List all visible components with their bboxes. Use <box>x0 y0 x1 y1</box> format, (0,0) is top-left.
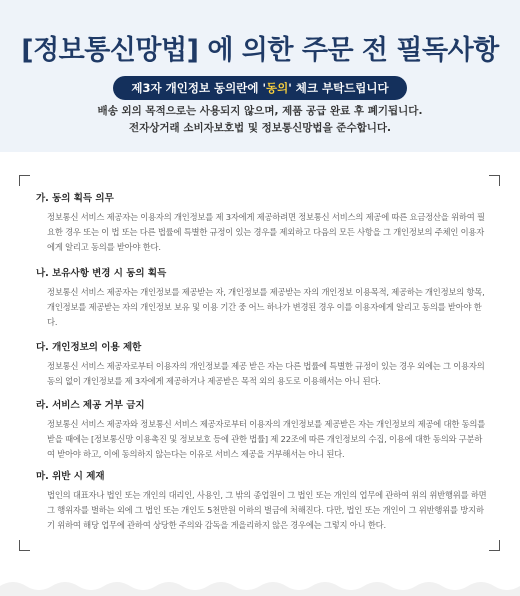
consent-notice-pill <box>113 76 406 100</box>
corner-bracket-bottom-left <box>19 540 30 551</box>
consent-notice-wrap <box>0 76 520 100</box>
section-body: 법인의 대표자나 법인 또는 개인의 대리인, 사용인, 그 밖의 종업원이 그 법인 또는 개인의 업무에 관하여 위의 위반행위를 하면 그 행위자를 벌하는 외에 그 법인 또는 개인도 5천만원 이하의 벌금에 처해진다. 다만, 법인 또는 개인이 그 위반행위를 방지하기 위하여 해당 업무에 관하여 상당한 주의와 감독을 게을리하지 않은 경우에는 그렇지 아니 한다. <box>47 490 487 530</box>
corner-bracket-top-left <box>19 175 30 186</box>
page-title: [정보통신망법] 에 의한 주문 전 필독사항 <box>21 35 499 66</box>
section-title: 마. 위반 시 제재 <box>36 471 105 482</box>
subtitle-line-1: 배송 외의 목적으로는 사용되지 않으며, 제품 공급 완료 후 폐기됩니다. <box>97 105 423 117</box>
section-sanctions <box>36 468 488 533</box>
section-body: 정보통신 서비스 제공자는 이용자의 개인정보를 제 3자에게 제공하려면 정보통신 서비스의 제공에 따른 요금정산을 위하여 필요한 경우 또는 이 법 또는 다른 법률에 특별한 규정이 있는 경우를 제외하고 다음의 모든 사항을 그 개인정보의 주체인 이용자에게 알리고 동의를 받아야 한다. <box>47 212 485 252</box>
bottom-wave-divider <box>0 574 520 596</box>
section-title: 다. 개인정보의 이용 제한 <box>36 342 142 353</box>
pill-suffix: ' 체크 부탁드립니다 <box>288 81 389 95</box>
section-body: 정보통신 서비스 제공자는 개인정보를 제공받는 자, 개인정보를 제공받는 자의 개인정보 이용목적, 제공하는 개인정보의 항목, 개인정보를 제공받는 자의 개인정보 보유 및 이용 기간 중 어느 하나가 변경된 경우 이를 이용자에게 알리고 동의를 받아야 한다. <box>47 287 485 327</box>
subtitle-line-2: 전자상거래 소비자보호법 및 정보통신망법을 준수합니다. <box>128 122 392 134</box>
section-title: 나. 보유사항 변경 시 동의 획득 <box>36 268 167 279</box>
corner-bracket-bottom-right <box>489 540 500 551</box>
section-title: 라. 서비스 제공 거부 금지 <box>36 400 145 411</box>
section-title: 가. 동의 획득 의무 <box>36 193 114 204</box>
section-consent-obligation <box>36 190 488 255</box>
pill-prefix: 제3자 개인정보 동의란에 ' <box>131 81 266 95</box>
corner-bracket-top-right <box>489 175 500 186</box>
section-body: 정보통신 서비스 제공자로부터 이용자의 개인정보를 제공 받은 자는 다른 법률에 특별한 규정이 있는 경우 외에는 그 이용자의 동의 없이 개인정보를 제 3자에게 제공하거나 제공받은 목적 외의 용도로 이용해서는 아니 된다. <box>47 361 485 386</box>
header-banner <box>0 0 520 152</box>
pill-highlight: 동의 <box>266 81 289 95</box>
section-change-consent <box>36 265 488 330</box>
section-service-refusal <box>36 397 488 462</box>
section-usage-restriction <box>36 339 488 389</box>
section-body: 정보통신 서비스 제공자와 정보통신 서비스 제공자로부터 이용자의 개인정보를 제공받은 자는 개인정보의 제공에 대한 동의를 받을 때에는 [정보통신망 이용촉진 및 정보보호 등에 관한 법률] 제 22조에 따른 개인정보의 수집, 이용에 대한 동의와 구분하여 받아야 하고, 이에 동의하지 않는다는 이유로 서비스 제공을 거부해서는 아니 된다. <box>47 419 486 459</box>
